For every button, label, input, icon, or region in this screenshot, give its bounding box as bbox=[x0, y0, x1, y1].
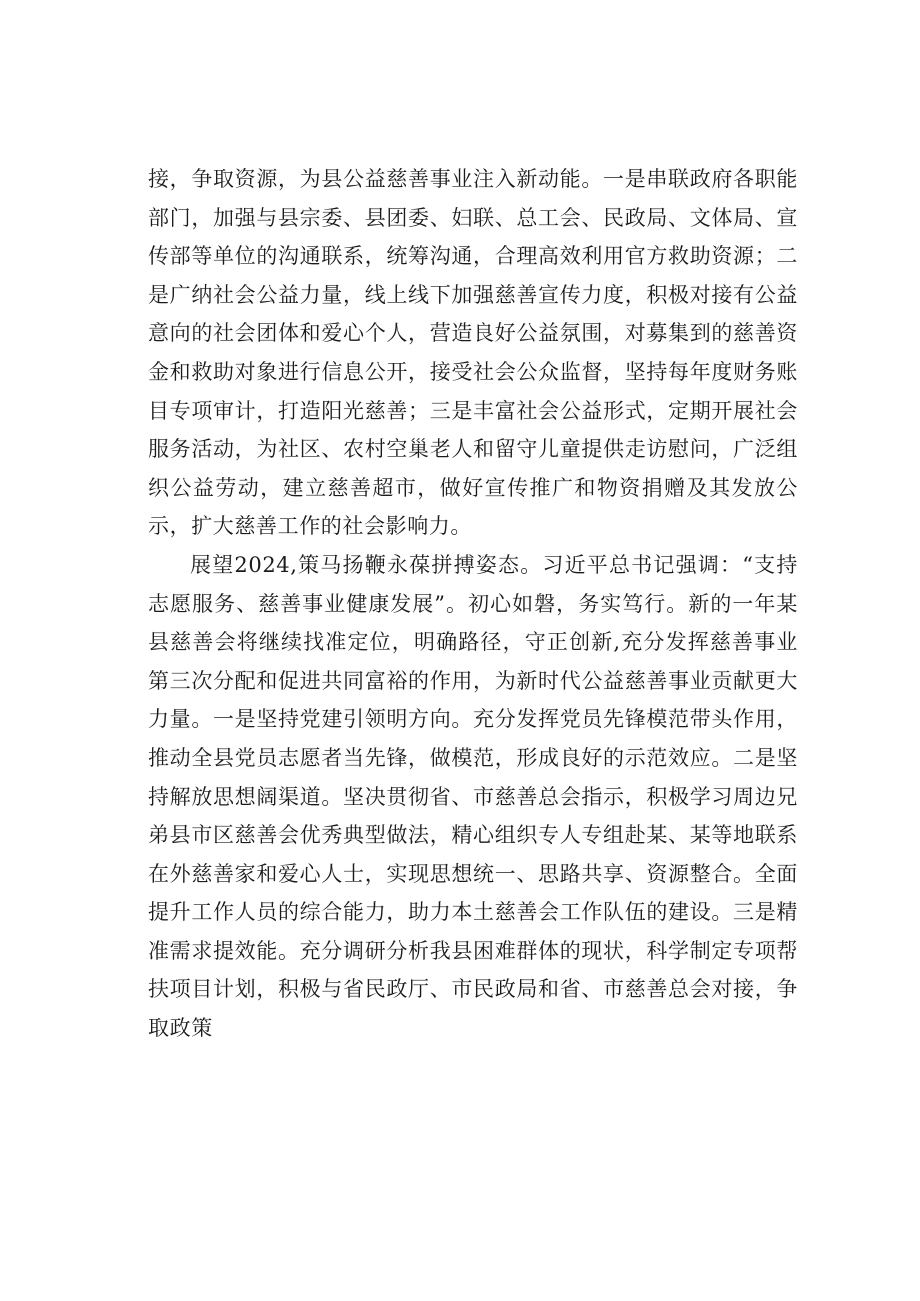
paragraph-continuation: 接，争取资源，为县公益慈善事业注入新动能。一是串联政府各职能部门，加强与县宗委、县团委、妇联、总工会、民政局、文体局、宣传部等单位的沟通联系，统筹沟通，合理高效利用官方救助资源；二是广纳社会公益力量，线上线下加强慈善宣传力度，积极对接有公益意向的社会团体和爱心个人，营造良好公益氛围，对募集到的慈善资金和救助对象进行信息公开，接受社会公众监督，坚持每年度财务账目专项审计，打造阳光慈善；三是丰富社会公益形式，定期开展社会服务活动，为社区、农村空巢老人和留守儿童提供走访慰问，广泛组织公益劳动，建立慈善超市，做好宣传推广和物资捐赠及其发放公示，扩大慈善工作的社会影响力。 bbox=[148, 167, 798, 539]
document-body bbox=[148, 160, 798, 1048]
paragraph-outlook-2024: 展望2024,策马扬鞭永葆拼搏姿态。习近平总书记强调：“支持志愿服务、慈善事业健康发展”。初心如磐，务实笃行。新的一年某县慈善会将继续找准定位，明确路径，守正创新,充分发挥慈善事业第三次分配和促进共同富裕的作用，为新时代公益慈善事业贡献更大力量。一是坚持党建引领明方向。充分发挥党员先锋模范带头作用，推动全县党员志愿者当先锋，做模范，形成良好的示范效应。二是坚持解放思想阔渠道。坚决贯彻省、市慈善总会指示，积极学习周边兄弟县市区慈善会优秀典型做法，精心组织专人专组赴某、某等地联系在外慈善家和爱心人士，实现思想统一、思路共享、资源整合。全面提升工作人员的综合能力，助力本土慈善会工作队伍的建设。三是精准需求提效能。充分调研分析我县困难群体的现状，科学制定专项帮扶项目计划，积极与省民政厅、市民政局和省、市慈善总会对接，争取政策 bbox=[148, 552, 798, 1041]
